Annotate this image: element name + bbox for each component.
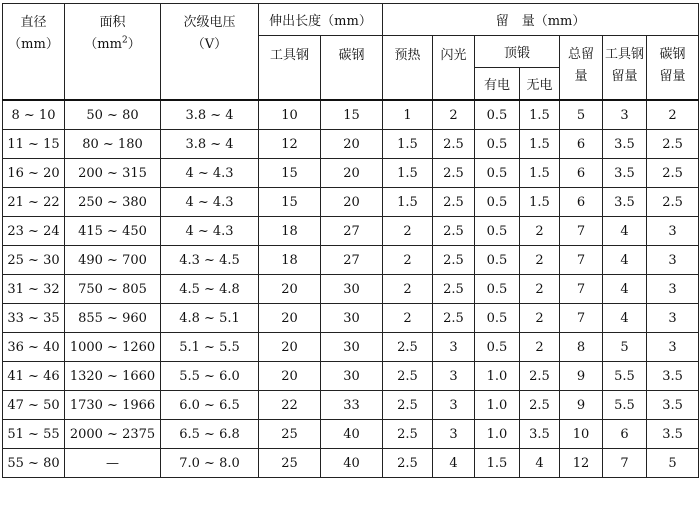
cell-ext-carbon-steel: 27: [321, 217, 383, 246]
table-row: [3, 333, 699, 362]
cell-ext-tool-steel: 12: [259, 130, 321, 159]
header-diameter-unit: （mm）: [8, 37, 59, 52]
cell-total-allowance: 6: [560, 159, 603, 188]
cell-area: 2000 ~ 2375: [65, 420, 161, 449]
header-area: [65, 4, 161, 101]
cell-voltage: 3.8 ~ 4: [161, 130, 259, 159]
cell-upset-without-current: 1.5: [520, 159, 560, 188]
table-row: [3, 188, 699, 217]
cell-ext-carbon-steel: 40: [321, 420, 383, 449]
cell-preheat: 2.5: [383, 362, 433, 391]
cell-flash: 2.5: [433, 275, 475, 304]
cell-total-allowance: 6: [560, 188, 603, 217]
cell-tool-steel-allowance: 4: [603, 304, 647, 333]
cell-voltage: 3.8 ~ 4: [161, 100, 259, 130]
cell-tool-steel-allowance: 5.5: [603, 391, 647, 420]
cell-ext-tool-steel: 20: [259, 304, 321, 333]
cell-carbon-steel-allowance: 3.5: [647, 420, 699, 449]
cell-ext-carbon-steel: 30: [321, 304, 383, 333]
cell-tool-steel-allowance: 5.5: [603, 362, 647, 391]
cell-carbon-steel-allowance: 3.5: [647, 391, 699, 420]
cell-ext-carbon-steel: 20: [321, 159, 383, 188]
cell-diameter: 33 ~ 35: [3, 304, 65, 333]
table-row: [3, 100, 699, 130]
cell-upset-without-current: 2: [520, 217, 560, 246]
header-carbon-steel-allowance-line1: 碳钢: [659, 47, 686, 62]
cell-tool-steel-allowance: 7: [603, 449, 647, 478]
cell-voltage: 6.5 ~ 6.8: [161, 420, 259, 449]
header-area-unit-suffix: ）: [127, 37, 141, 52]
cell-upset-without-current: 2: [520, 333, 560, 362]
cell-total-allowance: 9: [560, 391, 603, 420]
header-tool-steel-allowance-line2: 留量: [611, 69, 638, 84]
table-row: [3, 420, 699, 449]
cell-tool-steel-allowance: 4: [603, 217, 647, 246]
header-upset: 顶锻: [475, 36, 560, 68]
cell-tool-steel-allowance: 3.5: [603, 159, 647, 188]
header-voltage-unit: （V）: [191, 37, 228, 52]
cell-area: 750 ~ 805: [65, 275, 161, 304]
cell-total-allowance: 8: [560, 333, 603, 362]
cell-upset-with-current: 0.5: [475, 246, 520, 275]
cell-flash: 2.5: [433, 130, 475, 159]
cell-preheat: 2.5: [383, 333, 433, 362]
cell-diameter: 8 ~ 10: [3, 100, 65, 130]
cell-carbon-steel-allowance: 3: [647, 304, 699, 333]
cell-total-allowance: 7: [560, 217, 603, 246]
cell-area: 490 ~ 700: [65, 246, 161, 275]
cell-voltage: 7.0 ~ 8.0: [161, 449, 259, 478]
cell-carbon-steel-allowance: 3.5: [647, 362, 699, 391]
cell-diameter: 36 ~ 40: [3, 333, 65, 362]
cell-ext-tool-steel: 15: [259, 188, 321, 217]
flash-welding-parameter-table: [2, 3, 699, 478]
cell-voltage: 4.8 ~ 5.1: [161, 304, 259, 333]
cell-preheat: 2: [383, 275, 433, 304]
cell-area: 200 ~ 315: [65, 159, 161, 188]
cell-voltage: 4.5 ~ 4.8: [161, 275, 259, 304]
header-flash: 闪光: [433, 36, 475, 101]
header-extension-tool-steel: 工具钢: [259, 36, 321, 101]
cell-voltage: 4.3 ~ 4.5: [161, 246, 259, 275]
cell-area: 1000 ~ 1260: [65, 333, 161, 362]
header-carbon-steel-allowance-line2: 留量: [659, 69, 686, 84]
cell-preheat: 2: [383, 246, 433, 275]
cell-total-allowance: 6: [560, 130, 603, 159]
cell-preheat: 2: [383, 304, 433, 333]
cell-ext-carbon-steel: 27: [321, 246, 383, 275]
cell-area: 250 ~ 380: [65, 188, 161, 217]
cell-upset-with-current: 0.5: [475, 275, 520, 304]
cell-ext-tool-steel: 20: [259, 333, 321, 362]
cell-tool-steel-allowance: 6: [603, 420, 647, 449]
cell-preheat: 2: [383, 217, 433, 246]
header-preheat: 预热: [383, 36, 433, 101]
header-upset-without-current: 无电: [520, 68, 560, 101]
cell-diameter: 23 ~ 24: [3, 217, 65, 246]
cell-upset-with-current: 0.5: [475, 188, 520, 217]
cell-ext-carbon-steel: 30: [321, 275, 383, 304]
header-diameter-label: 直径: [20, 15, 47, 30]
cell-ext-tool-steel: 15: [259, 159, 321, 188]
cell-upset-without-current: 1.5: [520, 100, 560, 130]
cell-voltage: 4 ~ 4.3: [161, 188, 259, 217]
cell-upset-with-current: 1.0: [475, 420, 520, 449]
cell-carbon-steel-allowance: 3: [647, 217, 699, 246]
cell-total-allowance: 5: [560, 100, 603, 130]
cell-voltage: 4 ~ 4.3: [161, 159, 259, 188]
table-row: [3, 449, 699, 478]
table-container: [2, 3, 698, 478]
cell-voltage: 6.0 ~ 6.5: [161, 391, 259, 420]
cell-diameter: 55 ~ 80: [3, 449, 65, 478]
cell-flash: 3: [433, 391, 475, 420]
cell-voltage: 4 ~ 4.3: [161, 217, 259, 246]
cell-flash: 2.5: [433, 304, 475, 333]
header-carbon-steel-allowance: [647, 36, 699, 101]
cell-preheat: 2.5: [383, 391, 433, 420]
table-row: [3, 275, 699, 304]
table-row: [3, 362, 699, 391]
header-total-allowance-line1: 总留: [567, 47, 594, 62]
cell-area: 855 ~ 960: [65, 304, 161, 333]
cell-tool-steel-allowance: 5: [603, 333, 647, 362]
cell-ext-tool-steel: 20: [259, 275, 321, 304]
cell-flash: 2.5: [433, 188, 475, 217]
table-row: [3, 159, 699, 188]
cell-area: 50 ~ 80: [65, 100, 161, 130]
table-header: [3, 4, 699, 101]
cell-area: —: [65, 449, 161, 478]
cell-flash: 2.5: [433, 246, 475, 275]
header-total-allowance-line2: 量: [574, 69, 588, 84]
cell-voltage: 5.5 ~ 6.0: [161, 362, 259, 391]
cell-diameter: 16 ~ 20: [3, 159, 65, 188]
cell-total-allowance: 12: [560, 449, 603, 478]
cell-flash: 2.5: [433, 217, 475, 246]
cell-diameter: 11 ~ 15: [3, 130, 65, 159]
cell-upset-without-current: 2: [520, 275, 560, 304]
cell-area: 415 ~ 450: [65, 217, 161, 246]
cell-carbon-steel-allowance: 2.5: [647, 188, 699, 217]
cell-upset-without-current: 2.5: [520, 391, 560, 420]
cell-carbon-steel-allowance: 2.5: [647, 159, 699, 188]
cell-upset-without-current: 2: [520, 246, 560, 275]
cell-preheat: 1.5: [383, 159, 433, 188]
cell-diameter: 41 ~ 46: [3, 362, 65, 391]
header-voltage-label: 次级电压: [183, 15, 236, 30]
table-row: [3, 217, 699, 246]
cell-area: 1730 ~ 1966: [65, 391, 161, 420]
cell-ext-carbon-steel: 20: [321, 188, 383, 217]
header-area-unit-sup: 2: [121, 35, 128, 46]
header-tool-steel-allowance: [603, 36, 647, 101]
cell-tool-steel-allowance: 4: [603, 246, 647, 275]
header-area-unit-prefix: （mm: [84, 37, 122, 52]
table-row: [3, 304, 699, 333]
cell-ext-carbon-steel: 33: [321, 391, 383, 420]
header-extension-carbon-steel: 碳钢: [321, 36, 383, 101]
cell-upset-without-current: 2: [520, 304, 560, 333]
cell-upset-with-current: 0.5: [475, 130, 520, 159]
cell-ext-carbon-steel: 40: [321, 449, 383, 478]
header-diameter: [3, 4, 65, 101]
cell-upset-with-current: 1.5: [475, 449, 520, 478]
table-row: [3, 246, 699, 275]
cell-upset-without-current: 1.5: [520, 188, 560, 217]
cell-upset-without-current: 4: [520, 449, 560, 478]
cell-upset-with-current: 0.5: [475, 100, 520, 130]
cell-ext-carbon-steel: 30: [321, 333, 383, 362]
cell-upset-with-current: 0.5: [475, 304, 520, 333]
cell-ext-tool-steel: 10: [259, 100, 321, 130]
cell-ext-tool-steel: 18: [259, 217, 321, 246]
cell-tool-steel-allowance: 3.5: [603, 130, 647, 159]
cell-upset-with-current: 0.5: [475, 333, 520, 362]
cell-upset-without-current: 1.5: [520, 130, 560, 159]
cell-carbon-steel-allowance: 2: [647, 100, 699, 130]
cell-total-allowance: 7: [560, 275, 603, 304]
cell-ext-carbon-steel: 20: [321, 130, 383, 159]
cell-flash: 3: [433, 362, 475, 391]
table-body: [3, 100, 699, 478]
cell-upset-with-current: 1.0: [475, 362, 520, 391]
cell-carbon-steel-allowance: 5: [647, 449, 699, 478]
cell-carbon-steel-allowance: 3: [647, 333, 699, 362]
cell-carbon-steel-allowance: 2.5: [647, 130, 699, 159]
cell-carbon-steel-allowance: 3: [647, 275, 699, 304]
header-total-allowance: [560, 36, 603, 101]
cell-ext-tool-steel: 25: [259, 449, 321, 478]
cell-diameter: 31 ~ 32: [3, 275, 65, 304]
cell-upset-with-current: 0.5: [475, 217, 520, 246]
cell-area: 1320 ~ 1660: [65, 362, 161, 391]
cell-upset-with-current: 1.0: [475, 391, 520, 420]
cell-ext-tool-steel: 22: [259, 391, 321, 420]
table-row: [3, 391, 699, 420]
cell-ext-tool-steel: 18: [259, 246, 321, 275]
cell-ext-tool-steel: 20: [259, 362, 321, 391]
cell-upset-without-current: 2.5: [520, 362, 560, 391]
cell-flash: 2: [433, 100, 475, 130]
cell-diameter: 25 ~ 30: [3, 246, 65, 275]
table-row: [3, 130, 699, 159]
header-extension-length: 伸出长度（mm）: [259, 4, 383, 36]
header-allowance: 留 量（mm）: [383, 4, 699, 36]
header-upset-with-current: 有电: [475, 68, 520, 101]
cell-flash: 2.5: [433, 159, 475, 188]
cell-preheat: 1.5: [383, 130, 433, 159]
cell-diameter: 47 ~ 50: [3, 391, 65, 420]
cell-total-allowance: 10: [560, 420, 603, 449]
cell-total-allowance: 7: [560, 304, 603, 333]
cell-preheat: 1.5: [383, 188, 433, 217]
cell-carbon-steel-allowance: 3: [647, 246, 699, 275]
header-area-label: 面积: [99, 15, 126, 30]
cell-upset-without-current: 3.5: [520, 420, 560, 449]
cell-flash: 4: [433, 449, 475, 478]
cell-ext-carbon-steel: 15: [321, 100, 383, 130]
cell-tool-steel-allowance: 4: [603, 275, 647, 304]
header-tool-steel-allowance-line1: 工具钢: [604, 47, 644, 62]
cell-tool-steel-allowance: 3.5: [603, 188, 647, 217]
cell-preheat: 1: [383, 100, 433, 130]
cell-total-allowance: 7: [560, 246, 603, 275]
cell-diameter: 21 ~ 22: [3, 188, 65, 217]
cell-ext-carbon-steel: 30: [321, 362, 383, 391]
cell-upset-with-current: 0.5: [475, 159, 520, 188]
cell-tool-steel-allowance: 3: [603, 100, 647, 130]
cell-diameter: 51 ~ 55: [3, 420, 65, 449]
cell-total-allowance: 9: [560, 362, 603, 391]
cell-area: 80 ~ 180: [65, 130, 161, 159]
cell-voltage: 5.1 ~ 5.5: [161, 333, 259, 362]
cell-flash: 3: [433, 420, 475, 449]
cell-preheat: 2.5: [383, 420, 433, 449]
header-voltage: [161, 4, 259, 101]
cell-preheat: 2.5: [383, 449, 433, 478]
cell-flash: 3: [433, 333, 475, 362]
cell-ext-tool-steel: 25: [259, 420, 321, 449]
